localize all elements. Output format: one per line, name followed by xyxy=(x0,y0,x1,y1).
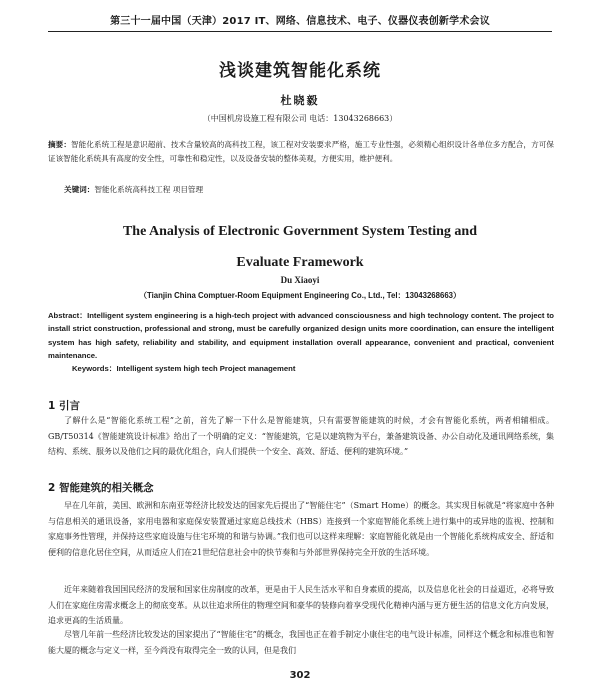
chinese-keywords xyxy=(64,184,554,196)
chinese-abstract xyxy=(48,138,554,166)
chinese-abstract-text: 智能化系统工程是意识超前、技术含量较高的高科技工程，该工程对安装要求严格，施工专业性强，必须精心组织设计各单位多方配合，方可保证该智能化系统具有高度的安全性，可靠性和稳定性，以及设备安装的整体美观，方便实用，维护便利。 xyxy=(48,140,555,163)
english-title-line-2: Evaluate Framework xyxy=(236,255,364,270)
chinese-author: 杜晓毅 xyxy=(280,94,320,107)
header-rule xyxy=(48,31,552,32)
section-heading-concepts: 2 智能建筑的相关概念 xyxy=(48,482,154,494)
body-paragraph: 尽管几年前一些经济比较发达的国家提出了“智能住宅”的概念，我国也正在着手制定小康住宅的电气设计标准，同样这个概念和标准也和智能大厦的概念与定义一样，至今尚没有取得完全一致的认同，但是我们 xyxy=(48,630,554,655)
running-header: 第三十一届中国（天津）2017 IT、网络、信息技术、电子、仪器仪表创新学术会议 xyxy=(110,16,490,27)
english-title-line-1: The Analysis of Electronic Government System Testing and xyxy=(122,224,478,239)
english-abstract-label: Abstract： xyxy=(48,311,88,320)
section-heading-introduction: 1 引言 xyxy=(48,400,80,412)
body-paragraph: 早在几年前，美国、欧洲和东南亚等经济比较发达的国家先后提出了“智能住宅”（Smart Home）的概念。其实现目标就是“将家庭中各种与信息相关的通讯设备，家用电器和家庭保安装置通过家庭总线技术（HBS）连接到一个家庭智能化系统上进行集中的或异地的监视、控制和家庭事务性管理，并保持这些家庭设施与住宅环境的和谐与协调。”我们也可以这样来理解：家庭智能化就是由一个智能化系统构成安全、舒适和便利的信息化居住空间，从而适应人们在21世纪信息社会中的快节奏和与外部世界保持完全开放的生活环境。 xyxy=(48,501,554,557)
body-paragraph: 了解什么是“智能化系统工程”之前，首先了解一下什么是智能建筑，只有需要智能建筑的时候，才会有智能化系统，两者相辅相成。GB/T50314《智能建筑设计标准》给出了一个明确的定义：“智能建筑，它是以建筑物为平台，兼备建筑设备、办公自动化及通讯网络系统，集结构、系统、服务以及他们之间的最优化组合，向人们提供一个安全、高效、舒适、便利的建筑环境。” xyxy=(48,416,554,457)
chinese-affiliation: （中国机房设施工程有限公司 电话：13043268663） xyxy=(202,114,398,123)
chinese-abstract-label: 摘要： xyxy=(48,140,72,149)
english-keywords xyxy=(72,363,554,374)
chinese-keywords-label: 关键词： xyxy=(64,185,95,194)
chinese-keywords-text: 智能化系统高科技工程 项目管理 xyxy=(94,185,204,194)
english-abstract xyxy=(48,309,554,362)
english-affiliation: （Tianjin China Comptuer-Room Equipment Engineering Co., Ltd., Tel：13043268663） xyxy=(139,291,461,300)
body-paragraph: 近年来随着我国国民经济的发展和国家住房制度的改革，更是由于人民生活水平和自身素质的提高，以及信息化社会的日益逼近，必将导致人们在家庭住房需求概念上的彻底变革。从以往追求所住的物理空间和豪华的装修向着享受现代化精神内涵与更方便生活的信息文化方向发展，追求更高的生活质量。 xyxy=(48,585,554,626)
chinese-title: 浅谈建筑智能化系统 xyxy=(219,61,381,81)
english-title xyxy=(40,218,560,277)
english-abstract-text: Intelligent system engineering is a high-tech project with advanced consciousness and high technology content. The project to install strict construction, professional and strong, must be carefully organized design units more coordination, can ensure the intelligent system has high safety, reliability and stability, and equipment installation overall appearance, convenient and practical, convenient maintenance. xyxy=(48,311,554,360)
english-author: Du Xiaoyi xyxy=(280,275,320,285)
page-number: 302 xyxy=(289,670,311,681)
english-keywords-text: Intelligent system high tech Project management xyxy=(116,364,296,373)
english-keywords-label: Keywords： xyxy=(72,364,117,373)
